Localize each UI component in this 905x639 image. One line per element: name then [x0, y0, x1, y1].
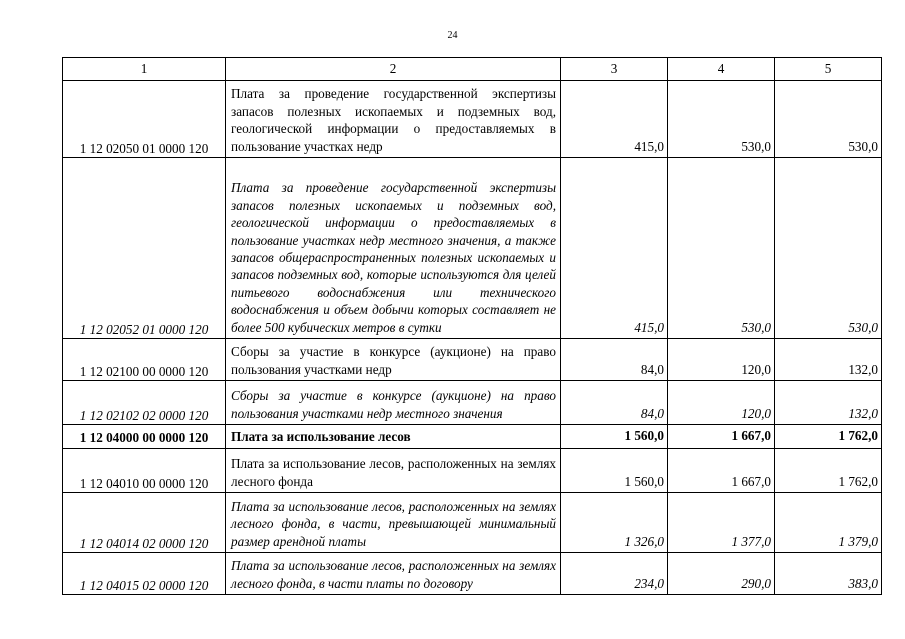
row-value-5: 1 762,0: [775, 425, 882, 449]
column-header-value-3: 3: [561, 58, 668, 81]
column-header-value-4: 4: [668, 58, 775, 81]
table-row: [63, 381, 882, 425]
row-value-5: 383,0: [775, 553, 882, 595]
row-name: Плата за проведение государственной экспертизы запасов полезных ископаемых и подземных вод, геологической информации о предоставляемых в пользование участках недр местного значения, а также запасов общераспространенных полезных ископаемых и запасов подземных вод, которые используются для целей питьевого водоснабжения или технического водоснабжения и объем добычи которых составляет не более 500 кубических метров в сутки: [226, 158, 561, 339]
row-value-3: 1 560,0: [561, 425, 668, 449]
row-code: 1 12 04010 00 0000 120: [63, 449, 226, 493]
row-value-3: 415,0: [561, 81, 668, 158]
row-value-5: 1 762,0: [775, 449, 882, 493]
row-value-3: 1 326,0: [561, 493, 668, 553]
row-value-4: 1 377,0: [668, 493, 775, 553]
row-value-3: 84,0: [561, 339, 668, 381]
row-value-5: 530,0: [775, 81, 882, 158]
row-code: 1 12 02052 01 0000 120: [63, 158, 226, 339]
row-value-4: 1 667,0: [668, 449, 775, 493]
row-code: 1 12 04000 00 0000 120: [63, 425, 226, 449]
table-row: [63, 339, 882, 381]
table-row: [63, 425, 882, 449]
row-value-5: 530,0: [775, 158, 882, 339]
row-name: Сборы за участие в конкурсе (аукционе) на право пользования участками недр местного значения: [226, 381, 561, 425]
row-value-4: 120,0: [668, 381, 775, 425]
column-header-value-5: 5: [775, 58, 882, 81]
row-name: Плата за использование лесов, расположенных на землях лесного фонда, в части платы по договору: [226, 553, 561, 595]
row-value-4: 530,0: [668, 81, 775, 158]
row-name: Плата за проведение государственной экспертизы запасов полезных ископаемых и подземных вод, геологической информации о предоставляемых в пользование участках недр: [226, 81, 561, 158]
row-value-3: 415,0: [561, 158, 668, 339]
row-value-5: 132,0: [775, 339, 882, 381]
row-value-4: 1 667,0: [668, 425, 775, 449]
row-code: 1 12 02102 02 0000 120: [63, 381, 226, 425]
column-header-code: 1: [63, 58, 226, 81]
row-name: Плата за использование лесов: [226, 425, 561, 449]
table-row: [63, 81, 882, 158]
table-header-row: [63, 58, 882, 81]
row-value-3: 84,0: [561, 381, 668, 425]
row-value-4: 120,0: [668, 339, 775, 381]
page-number: 24: [447, 30, 458, 41]
row-name: Сборы за участие в конкурсе (аукционе) на право пользования участками недр: [226, 339, 561, 381]
row-name: Плата за использование лесов, расположенных на землях лесного фонда, в части, превышающей минимальный размер арендной платы: [226, 493, 561, 553]
row-name: Плата за использование лесов, расположенных на землях лесного фонда: [226, 449, 561, 493]
budget-revenue-table: [62, 57, 882, 595]
row-value-3: 234,0: [561, 553, 668, 595]
table-row: [63, 493, 882, 553]
row-value-3: 1 560,0: [561, 449, 668, 493]
row-value-5: 1 379,0: [775, 493, 882, 553]
row-code: 1 12 04014 02 0000 120: [63, 493, 226, 553]
row-value-4: 290,0: [668, 553, 775, 595]
table-row: [63, 449, 882, 493]
row-code: 1 12 02100 00 0000 120: [63, 339, 226, 381]
row-code: 1 12 02050 01 0000 120: [63, 81, 226, 158]
table-row: [63, 553, 882, 595]
column-header-name: 2: [226, 58, 561, 81]
table-row: [63, 158, 882, 339]
row-value-4: 530,0: [668, 158, 775, 339]
row-code: 1 12 04015 02 0000 120: [63, 553, 226, 595]
row-value-5: 132,0: [775, 381, 882, 425]
